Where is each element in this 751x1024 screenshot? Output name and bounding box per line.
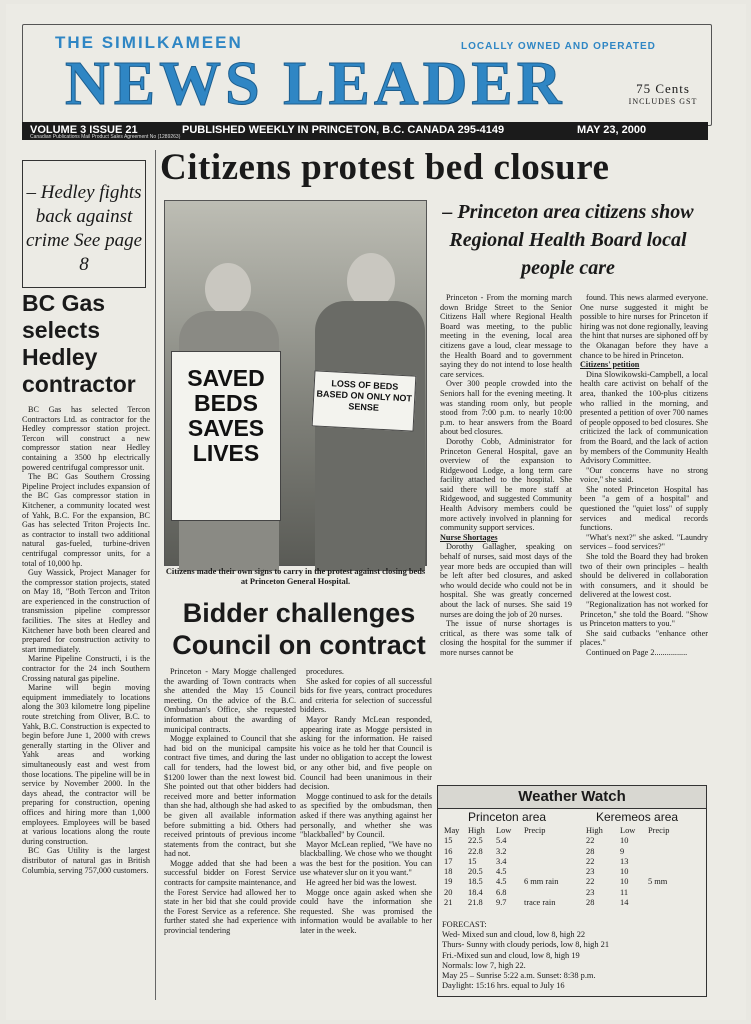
weather-cell: 18.4 bbox=[468, 887, 483, 897]
paragraph: Princeton - Mary Mogge challenged the awarding of Town contracts when she attended the May 15 Council meeting. On the advice of the B.C. Ombudsman's Office, she requested information about the awarding of municipal contracts. bbox=[164, 667, 296, 734]
weather-header-cell: Precip bbox=[524, 826, 546, 835]
weather-row bbox=[442, 877, 686, 887]
paragraph: The BC Gas Southern Crossing Pipeline Project includes expansion of the BC Gas compressor station in Kitchener, a community located west of Yahk, B.C. For the expansion, BC Gas has selected Triton Projects Inc. as contractor to install two additional natural gas-fueled, turbine-driven centrifugal compressor units, for a total of 10,000 hp. bbox=[22, 472, 150, 568]
weather-cell: trace rain bbox=[524, 898, 556, 908]
subhead: Nurse Shortages bbox=[440, 532, 498, 542]
weather-cell: 17 bbox=[444, 856, 453, 866]
paragraph: Dorothy Cobb, Administrator for Princeton General Hospital, gave an overview of the expansion to Ridgewood Lodge, a long term care facility attached to the hospital. She said there will be more staff at Ridgewood, and suggested Community Health Advisory members could be more actively involved in planning for community support services. bbox=[440, 436, 572, 533]
photo-caption: Citizens made their own signs to carry in the protest against closing beds at Princeton General Hospital. bbox=[165, 567, 426, 586]
paragraph: Dina Slowikowski-Campbell, a local health care activist on behalf of the area, thanked the 100-plus citizens who rallied in the morning, and presented a petition of over 700 names of people opposed to bed closures. She criticized the lack of communication from the Board, and the lack of action by members of the Community Health Advisory Committee. bbox=[580, 369, 708, 466]
subhead: Citizens' petition bbox=[580, 360, 640, 370]
paragraph: "Our concerns have no strong voice," she said. bbox=[580, 465, 708, 485]
paragraph: found. This news alarmed everyone. One nurse suggested it might be possible to hire nurses for Princeton if hiring was not done regionally, leaving the hint that nurses are siphoned off by the Okanagan before they have a chance to be hired in Princeton. bbox=[580, 293, 708, 360]
weather-cell: 13 bbox=[620, 856, 629, 866]
weather-cell: 22 bbox=[586, 856, 595, 866]
weather-cell bbox=[522, 857, 584, 867]
paragraph: Mogge added that she had been a successful bidder on Forest Service contracts for campsite maintenance, and the Forest Service had allowed her to state in her bid that she could provide the Forest Service as a reference. She further stated she had experience with provincial tendering bbox=[164, 858, 296, 936]
weather-row bbox=[442, 847, 686, 857]
weather-row bbox=[442, 867, 686, 877]
weather-cell: 10 bbox=[620, 836, 629, 846]
weather-table bbox=[442, 826, 686, 908]
weather-cell: 6.8 bbox=[496, 887, 507, 897]
main-story-col-2 bbox=[580, 293, 708, 657]
weather-cell: 20 bbox=[444, 887, 453, 897]
paragraph: Mogge once again asked when she could have the information she requested. She was promised the information would be available to her later in the week. bbox=[300, 887, 432, 936]
protest-photo bbox=[164, 200, 427, 566]
weather-cell: 5.4 bbox=[496, 836, 507, 846]
main-deck: – Princeton area citizens show Regional Health Board local people care bbox=[442, 201, 694, 279]
weather-cell: 22 bbox=[586, 877, 595, 887]
weather-header-cell: Precip bbox=[648, 826, 670, 835]
weather-cell bbox=[522, 847, 584, 857]
weather-header-cell: Low bbox=[496, 826, 512, 835]
forecast-line: Fri.-Mixed sun and cloud, low 8, high 19 bbox=[442, 950, 580, 960]
paragraph: BC Gas has selected Tercon Contractors Ltd. as contractor for the Hedley compressor station project. Tercon will construct a new compressor station near Hedley containing a 3500 hp electrically powered centrifugal compressor unit. bbox=[22, 405, 150, 472]
forecast-line: Thurs- Sunny with cloudy periods, low 8, high 21 bbox=[442, 940, 610, 950]
weather-cell: 20.5 bbox=[468, 867, 483, 877]
weather-header-row bbox=[442, 826, 686, 836]
masthead bbox=[22, 24, 712, 126]
masthead-pre-title: THE SIMILKAMEEN bbox=[55, 33, 243, 52]
area-keremeos: Keremeos area bbox=[596, 810, 679, 824]
masthead-tagline: LOCALLY OWNED AND OPERATED bbox=[461, 41, 656, 52]
bidder-story-col-1 bbox=[164, 667, 296, 1000]
weather-cell: 3.2 bbox=[496, 846, 507, 856]
protester-body bbox=[315, 301, 425, 571]
paragraph: Dorothy Gallagher, speaking on behalf of nurses, said most days of the year more beds are occupied than will be left after bed closures, and asked who would decide who could not be in hospital. She was greatly concerned about the lack of nurses. She said 19 nurses are doing the job of 20 nurses. bbox=[440, 542, 572, 619]
paragraph: She noted Princeton Hospital has been "a gem of a hospital" and questioned the "quiet loss" of supply services and medical records functions. bbox=[580, 484, 708, 533]
price-box bbox=[623, 81, 703, 106]
weather-cell: 22.8 bbox=[468, 846, 483, 856]
weather-cell bbox=[646, 857, 686, 867]
paragraph: BC Gas Utility is the largest distributor of natural gas in British Columbia, serving 757,000 customers. bbox=[22, 846, 150, 875]
weather-cell: 23 bbox=[586, 867, 595, 877]
paragraph: "Regionalization has not worked for Princeton," she told the Board. "Show us Princeton matters to you." bbox=[580, 600, 708, 629]
weather-title: Weather Watch bbox=[438, 786, 706, 809]
weather-cell: 18 bbox=[444, 867, 453, 877]
main-story-col-1 bbox=[440, 293, 572, 657]
bc-gas-story bbox=[22, 405, 150, 995]
paragraph: Mogge continued to ask for the details as specified by the ombudsman, then asked if there was anything against her personally, and whether she was "blackballed" by Council. bbox=[300, 791, 432, 840]
issue-date: MAY 23, 2000 bbox=[577, 124, 647, 136]
weather-cell: 11 bbox=[620, 887, 629, 897]
volume-issue: VOLUME 3 ISSUE 21 bbox=[30, 124, 138, 136]
paragraph: She asked for copies of all successful bids for five years, contract procedures and criteria for selection of successful bidders. bbox=[300, 676, 432, 715]
weather-cell: 10 bbox=[620, 877, 629, 887]
paragraph: He agreed her bid was the lowest. bbox=[306, 878, 417, 888]
weather-watch-box bbox=[437, 785, 707, 997]
weather-cell: 18.5 bbox=[468, 877, 483, 887]
protester-head bbox=[205, 263, 251, 315]
weather-cell bbox=[522, 836, 584, 846]
paragraph: She told the Board they had broken two of their own principles – health should be delivered in collaboration with consumers, and it should be delivered at the lowest cost. bbox=[580, 552, 708, 600]
weather-cell: 6 mm rain bbox=[524, 877, 559, 887]
price-note: INCLUDES GST bbox=[628, 97, 698, 106]
weather-cell: 10 bbox=[620, 867, 629, 877]
protest-sign: LOSS OF BEDS BASED ON ONLY NOT SENSE bbox=[312, 370, 417, 431]
price: 75 Cents bbox=[636, 81, 690, 96]
weather-cell: 21 bbox=[444, 898, 453, 908]
weather-cell bbox=[646, 898, 686, 908]
weather-cell: 3.4 bbox=[496, 856, 507, 866]
weather-header-cell: May bbox=[444, 826, 460, 835]
weather-cell: 15 bbox=[468, 856, 477, 866]
forecast-line: Daylight: 15:16 hrs. equal to July 16 bbox=[442, 981, 565, 991]
weather-cell: 4.5 bbox=[496, 877, 507, 887]
weather-row bbox=[442, 857, 686, 867]
weather-cell: 9.7 bbox=[496, 898, 507, 908]
bidder-story-col-2 bbox=[300, 667, 432, 1000]
protest-sign: SAVED BEDS SAVES LIVES bbox=[171, 351, 281, 521]
paragraph: Princeton - From the morning march down Bridge Street to the Senior Citizens Hall where Regional Health Board was meeting, to the public meeting in the evening, local area citizens gave a loud, clear message to the Health Board and to government saying they do not intend to lose health care services. bbox=[440, 293, 572, 379]
paragraph: "What's next?" she asked. "Laundry services – food services?" bbox=[580, 532, 708, 552]
mail-agreement: Canadian Publications Mail Product Sales Agreement No (1289263) bbox=[30, 134, 181, 140]
weather-header-cell: High bbox=[586, 826, 603, 835]
weather-cell bbox=[646, 836, 686, 846]
paragraph: She said cutbacks "enhance other places." bbox=[580, 628, 708, 648]
weather-cell bbox=[522, 867, 584, 877]
weather-row bbox=[442, 898, 686, 908]
weather-cell: 19 bbox=[444, 877, 453, 887]
weather-cell bbox=[646, 847, 686, 857]
bc-gas-headline: BC Gas selects Hedley contractor bbox=[22, 290, 136, 397]
weather-row bbox=[442, 836, 686, 846]
paragraph: Continued on Page 2................ bbox=[586, 647, 688, 657]
weather-cell: 22 bbox=[586, 836, 595, 846]
published-line: PUBLISHED WEEKLY IN PRINCETON, B.C. CANADA 295-4149 bbox=[182, 124, 505, 136]
masthead-title: NEWS LEADER bbox=[65, 50, 566, 118]
weather-areas bbox=[438, 809, 706, 825]
weather-cell bbox=[522, 888, 584, 898]
paragraph: procedures. bbox=[306, 667, 344, 676]
paragraph: Over 300 people crowded into the Seniors hall for the evening meeting. It was standing room only, but people stood from 7:00 p.m. to nearly 10:00 p.m. to hear answers from the Board about bed closures. bbox=[440, 379, 572, 437]
hedley-teaser-box[interactable]: – Hedley fights back against crime See page 8 bbox=[22, 160, 146, 288]
paragraph: Marine will begin moving equipment immediately to locations along the 303 kilometre long pipeline route stretching from Oliver, B.C. to Yahk, B.C. Construction is expected to begin before June 1, 2000 with crews generally starting in the Oliver and Yahk areas and working simultaneously east and west from those locations. The pipeline will be in service by November 2000. In the days ahead, the contractor will be preparing for construction, opening offices and hiring more than 1,000 employees. Employees will be based at various locations along the route during construction. bbox=[22, 683, 150, 846]
area-princeton: Princeton area bbox=[468, 810, 547, 824]
main-headline: Citizens protest bed closure bbox=[160, 147, 610, 188]
weather-cell: 23 bbox=[586, 887, 595, 897]
weather-cell: 15 bbox=[444, 836, 453, 846]
weather-header-cell: High bbox=[468, 826, 485, 835]
paragraph: The issue of nurse shortages is critical, as there was some talk of closing the hospital for the summer if more nurses cannot be bbox=[440, 619, 572, 657]
weather-cell: 22.5 bbox=[468, 836, 483, 846]
weather-cell: 9 bbox=[620, 846, 625, 856]
weather-row bbox=[442, 888, 686, 898]
forecast-line: Wed- Mixed sun and cloud, low 8, high 22 bbox=[442, 930, 586, 940]
paragraph: Guy Wassick, Project Manager for the compressor station projects, stated on May 18, "Both Tercon and Triton are experienced in the construction of transmission pipeline compressor facilities. The sites at Hedley and Kitchener have both been cleared and prepared for construction activity to start immediately. bbox=[22, 568, 150, 654]
weather-cell: 14 bbox=[620, 898, 629, 908]
weather-cell: 5 mm bbox=[648, 877, 668, 887]
weather-cell: 21.8 bbox=[468, 898, 483, 908]
weather-cell: 28 bbox=[586, 846, 595, 856]
paragraph: Mayor Randy McLean responded, appearing irate as Mogge persisted in asking for the information. He raised his voice as he told her that Council is under no obligation to accept the lowest or any other bid, and five people on Council had been unanimous in their decision. bbox=[300, 714, 432, 792]
weather-cell bbox=[646, 867, 686, 877]
paragraph: Marine Pipeline Constructi, i is the contractor for the 24 inch Southern Crossing natural gas pipeline. bbox=[22, 654, 150, 683]
weather-cell: 4.5 bbox=[496, 867, 507, 877]
paragraph: Mogge explained to Council that she had bid on the municipal campsite contract five times, and during the last call for tenders, had the lowest bid, $1200 lower than the next lowest bid. She pointed out that other bidders had received more and better information than she had, although she had asked to be given all available information before submitting a bid. Others had received printouts of previous income statements from the contract, but she had not. bbox=[164, 734, 296, 859]
paragraph: Mayor McLean replied, "We have no blackballing. We chose who we thought was the best for the position. You can use whatever slur on it you want." bbox=[300, 839, 432, 878]
bidder-headline: Bidder challenges Council on contract bbox=[172, 598, 426, 660]
weather-header-cell: Low bbox=[620, 826, 636, 835]
weather-cell: 28 bbox=[586, 898, 595, 908]
weather-cell: 16 bbox=[444, 846, 453, 856]
forecast-line: May 25 – Sunrise 5:22 a.m. Sunset: 8:38 p.m. bbox=[442, 971, 596, 981]
column-rule bbox=[155, 150, 156, 1000]
weather-cell bbox=[646, 888, 686, 898]
weather-forecast bbox=[442, 920, 609, 991]
forecast-line: FORECAST: bbox=[442, 920, 487, 929]
forecast-line: Normals: low 7, high 22. bbox=[442, 960, 526, 970]
